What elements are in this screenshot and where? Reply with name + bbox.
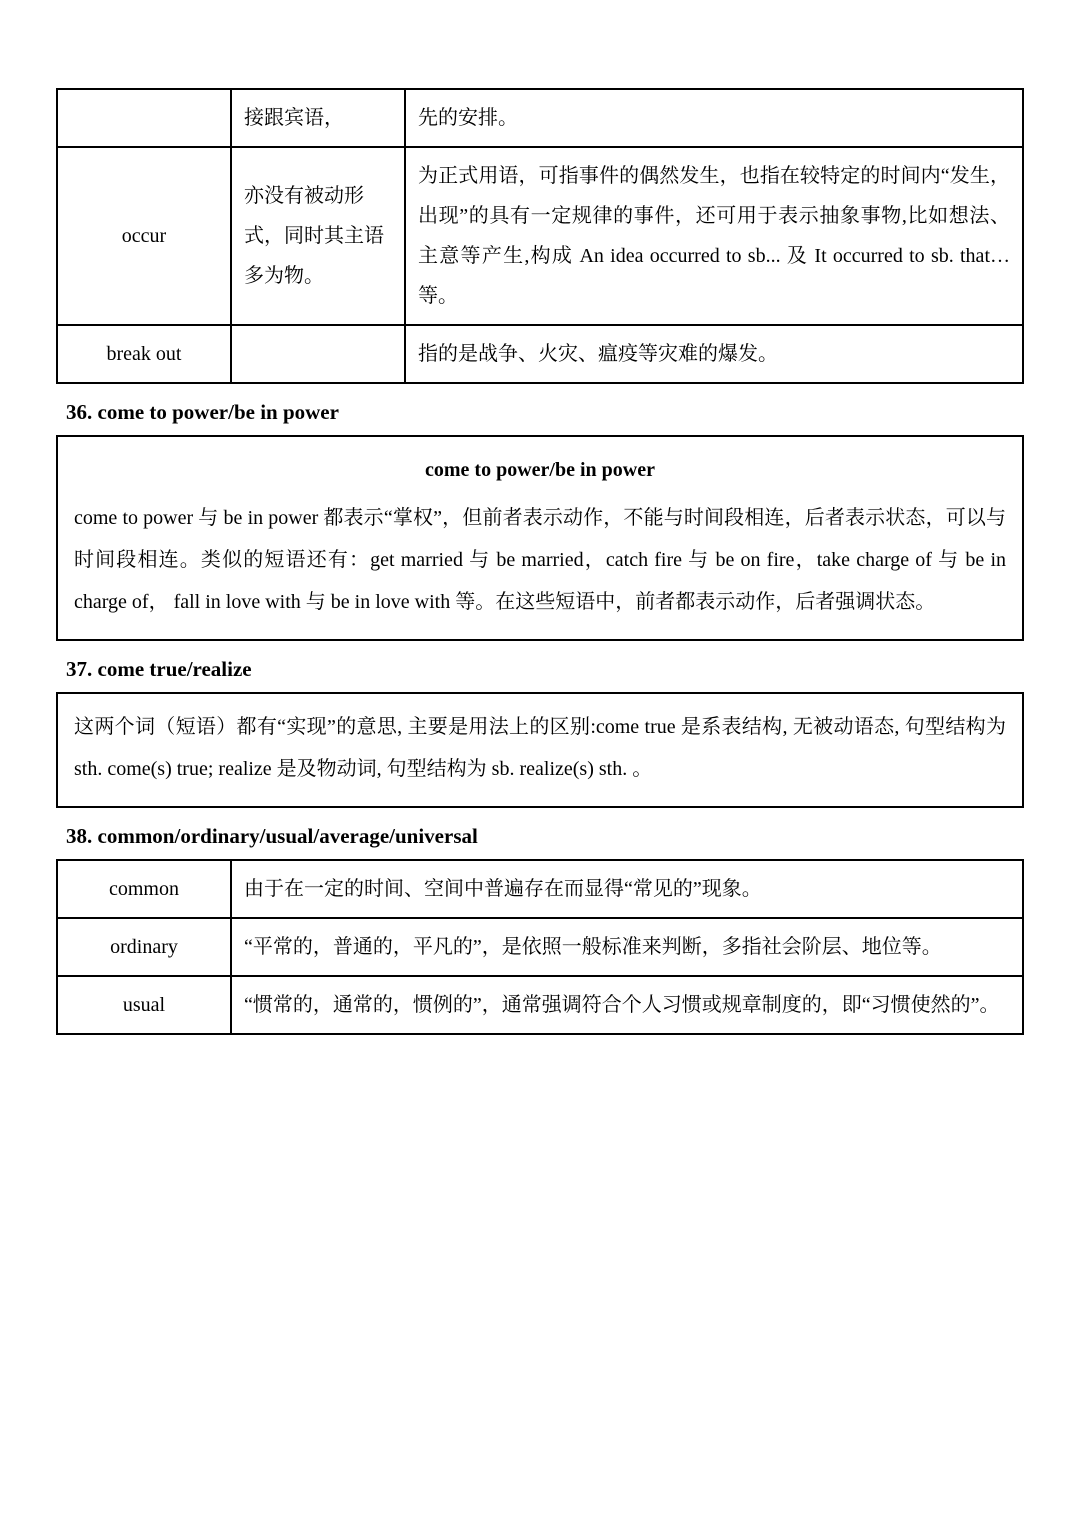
table-cell-description: 指的是战争、火灾、瘟疫等灾难的爆发。: [405, 325, 1023, 383]
section-heading-36: 36. come to power/be in power: [66, 400, 339, 424]
table-row: [57, 325, 1023, 383]
table-cell-term: usual: [57, 976, 231, 1034]
table-cell-description: “平常的，普通的，平凡的”，是依照一般标准来判断，多指社会阶层、地位等。: [231, 918, 1023, 976]
section-heading-38: 38. common/ordinary/usual/average/universal: [66, 824, 478, 848]
table-cell-term: ordinary: [57, 918, 231, 976]
section-37-box: [56, 692, 1024, 808]
section-36-box-title: come to power/be in power: [425, 459, 655, 481]
table-cell-description: “惯常的，通常的，惯例的”，通常强调符合个人习惯或规章制度的，即“习惯使然的”。: [231, 976, 1023, 1034]
section-heading-37: 37. come true/realize: [66, 657, 252, 681]
table-cell-term: occur: [57, 147, 231, 325]
table-row: [57, 147, 1023, 325]
table-cell-term: common: [57, 860, 231, 918]
section-36-box: [56, 435, 1024, 641]
table-cell-description: 由于在一定的时间、空间中普遍存在而显得“常见的”现象。: [231, 860, 1023, 918]
section-37-body: 这两个词（短语）都有“实现”的意思, 主要是用法上的区别:come true 是系表结构, 无被动语态, 句型结构为 sth. come(s) true; realize 是及物动词, 句型结构为 sb. realize(s) sth. 。: [74, 716, 1006, 780]
table-cell-description: 为正式用语，可指事件的偶然发生，也指在较特定的时间内“发生，出现”的具有一定规律的事件，还可用于表示抽象事物,比如想法、主意等产生,构成 An idea occurred to sb... 及 It occurred to sb. that… 等。: [405, 147, 1023, 325]
section-36-body: come to power 与 be in power 都表示“掌权”，但前者表示动作，不能与时间段相连，后者表示状态，可以与时间段相连。类似的短语还有：get married 与 be married，catch fire 与 be on fire，take charge of 与 be in charge of， fall in love with 与 be in love with 等。在这些短语中，前者都表示动作，后者强调状态。: [74, 507, 1006, 613]
table-cell-term: break out: [57, 325, 231, 383]
table-common-words: [56, 859, 1024, 1035]
table-row: [57, 860, 1023, 918]
table-cell-middle: [231, 325, 405, 383]
table-cell-middle: 亦没有被动形式，同时其主语多为物。: [231, 147, 405, 325]
table-cell-middle: 接跟宾语，: [231, 89, 405, 147]
table-row: [57, 976, 1023, 1034]
table-row: [57, 918, 1023, 976]
table-cell-description: 先的安排。: [405, 89, 1023, 147]
table-occur: [56, 88, 1024, 384]
table-cell-term: [57, 89, 231, 147]
table-row: [57, 89, 1023, 147]
